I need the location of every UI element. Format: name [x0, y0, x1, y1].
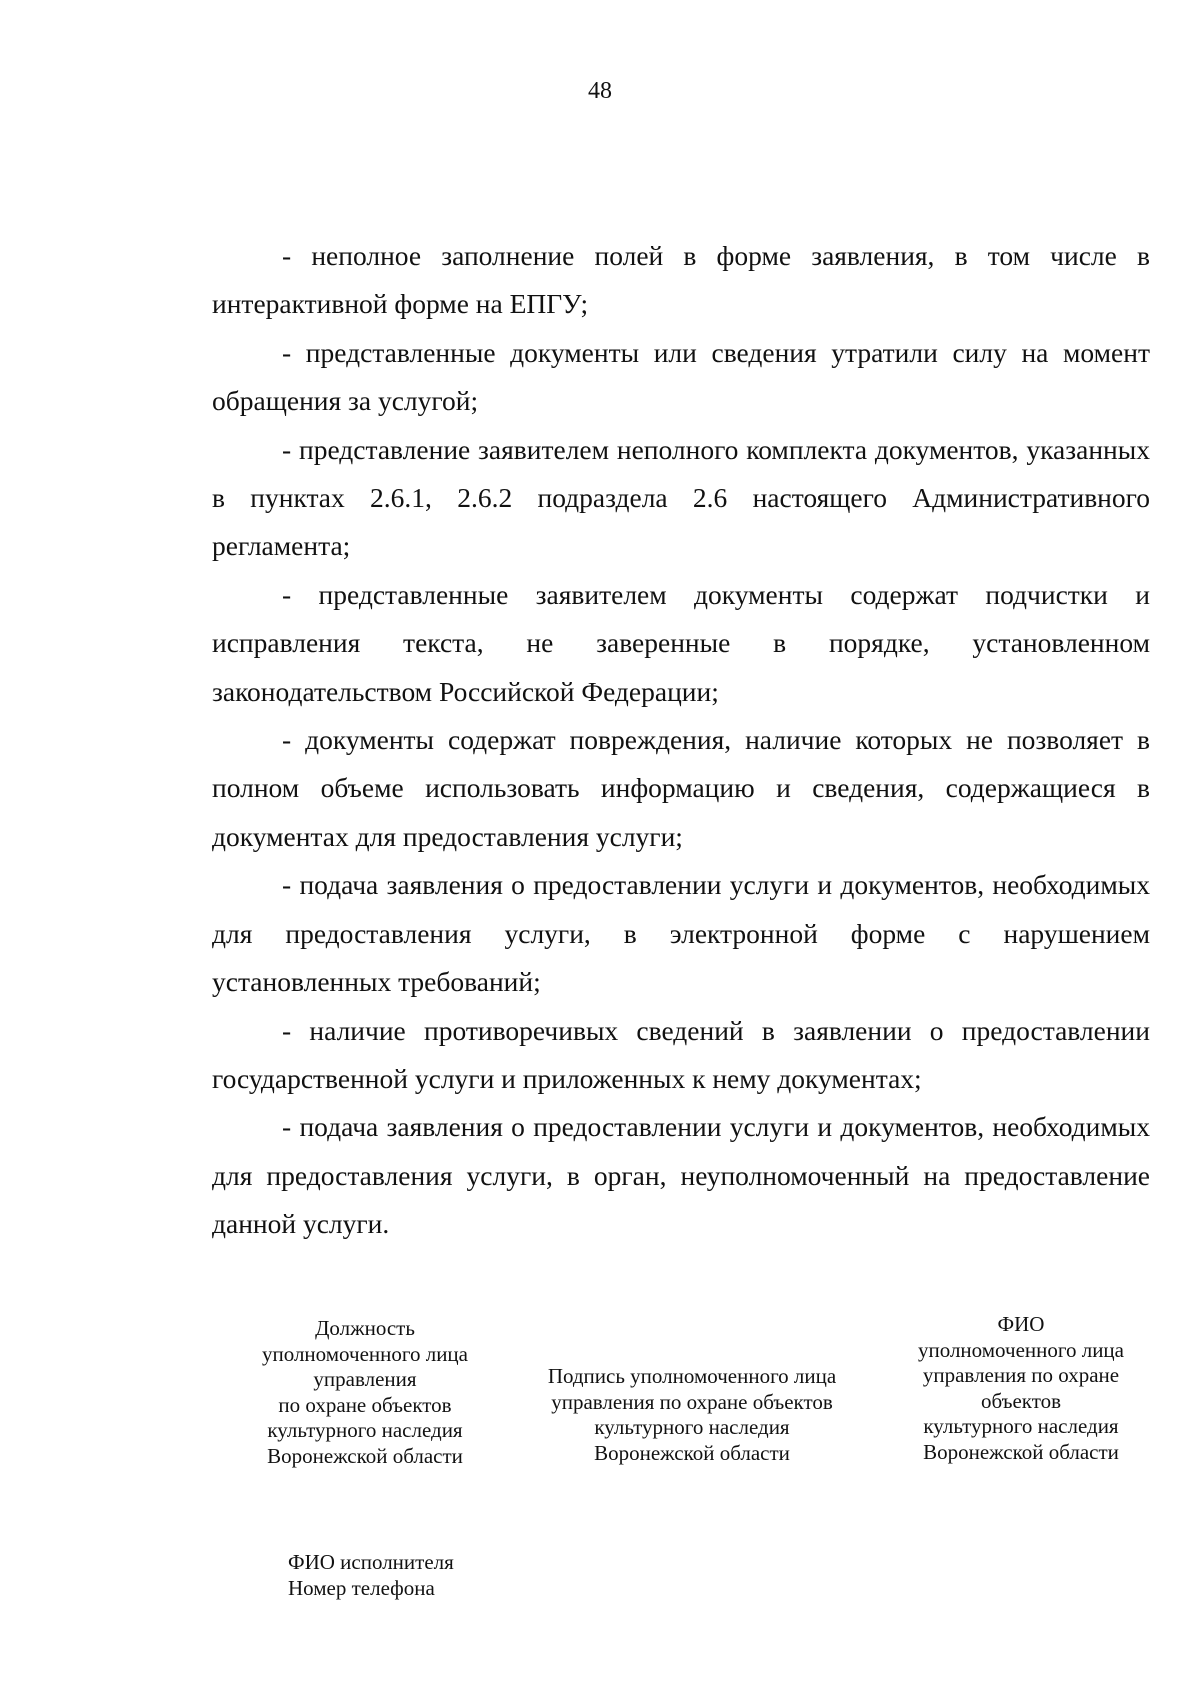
list-item: - представленные документы или сведения утратили силу на момент обращения за услугой;	[212, 336, 1150, 417]
signature-line: культурного наследия	[594, 1415, 790, 1439]
list-item: - представленные заявителем документы содержат подчистки и исправления текста, не заверенные в порядке, установленном законодательством Российской Федерации;	[212, 578, 1150, 707]
list-item: - наличие противоречивых сведений в заявлении о предоставлении государственной услуги и приложенных к нему документах;	[212, 1014, 1150, 1094]
signature-line: Воронежской области	[594, 1440, 790, 1465]
position-line: Должность	[315, 1316, 415, 1340]
position-line: уполномоченного лица	[261, 1341, 468, 1366]
signature-line: Подпись уполномоченного лица	[547, 1364, 837, 1388]
executor-name-label: ФИО исполнителя	[288, 1550, 454, 1574]
signature-line: управления по охране объектов	[551, 1389, 833, 1414]
fio-line: объектов	[980, 1388, 1062, 1413]
executor-block	[288, 1550, 454, 1601]
fio-line: управления по охране	[922, 1363, 1120, 1387]
fio-line: культурного наследия	[923, 1414, 1119, 1438]
position-line: культурного наследия	[267, 1418, 463, 1442]
position-line: по охране объектов	[278, 1392, 452, 1417]
list-item: - подача заявления о предоставлении услуги и документов, необходимых для предоставления услуги, в орган, неуполномоченный на предоставление данной услуги.	[212, 1111, 1150, 1240]
document-body	[212, 232, 1150, 1249]
fio-line: уполномоченного лица	[917, 1337, 1124, 1362]
signature-fio-label	[902, 1312, 1140, 1465]
list-item: - представление заявителем неполного комплекта документов, указанных в пунктах 2.6.1, 2.6.2 подраздела 2.6 настоящего Административного регламента;	[212, 433, 1150, 562]
signature-label	[522, 1364, 862, 1466]
executor-phone-label: Номер телефона	[288, 1575, 435, 1600]
position-line: управления	[313, 1367, 417, 1391]
signature-position-label	[242, 1316, 488, 1469]
list-item: - подача заявления о предоставлении услуги и документов, необходимых для предоставления услуги, в электронной форме с нарушением установленных требований;	[212, 869, 1150, 998]
fio-line: ФИО	[997, 1312, 1045, 1336]
page-number: 48	[588, 78, 612, 104]
position-line: Воронежской области	[267, 1443, 463, 1468]
fio-line: Воронежской области	[923, 1439, 1119, 1464]
list-item: - неполное заполнение полей в форме заявления, в том числе в интерактивной форме на ЕПГУ;	[212, 240, 1150, 320]
list-item: - документы содержат повреждения, наличие которых не позволяет в полном объеме использовать информацию и сведения, содержащиеся в документах для предоставления услуги;	[212, 724, 1150, 852]
